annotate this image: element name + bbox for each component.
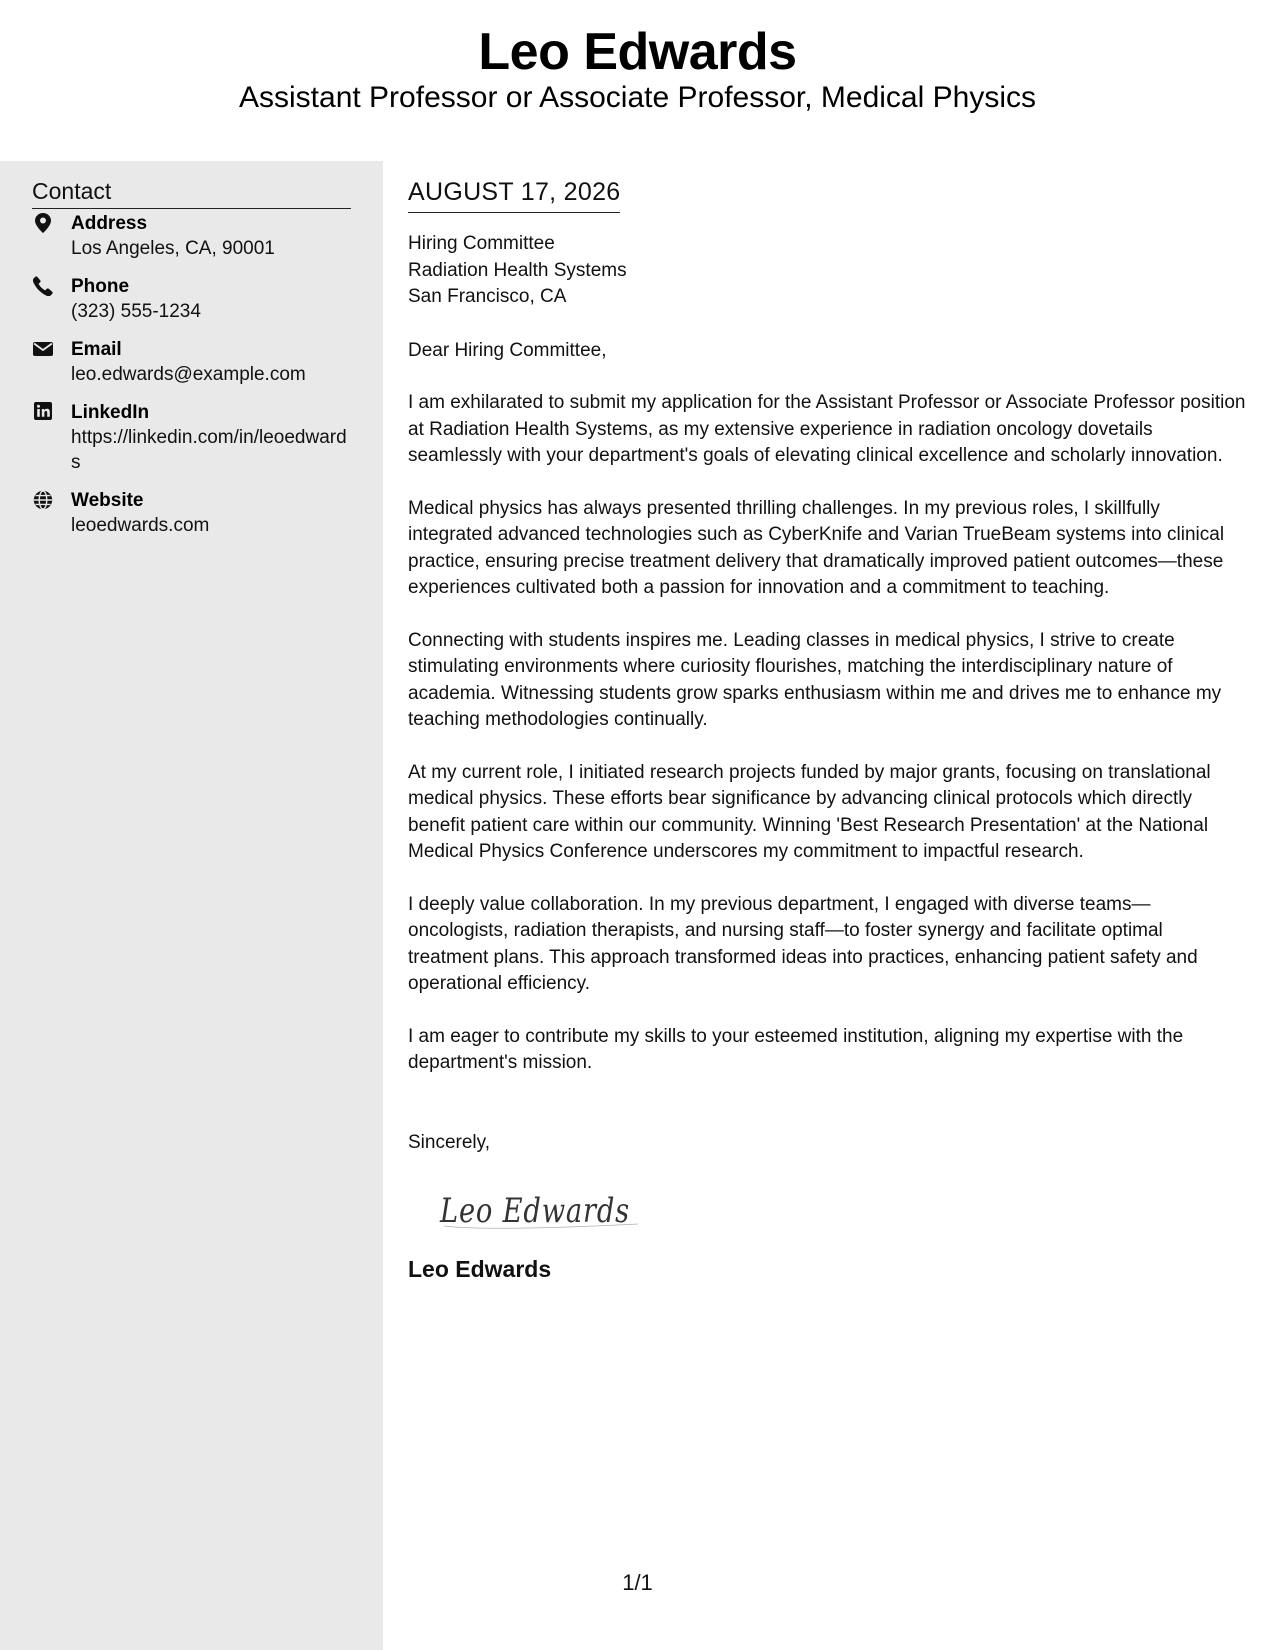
body-paragraph: I deeply value collaboration. In my previous department, I engaged with diverse teams—oncologists, radiation therapists, and nursing staff—to foster synergy and facilitate optimal treatment plans. This approach transformed ideas into practices, enhancing patient safety and operational efficiency. (408, 893, 1198, 994)
signed-name: Leo Edwards (408, 1256, 552, 1282)
contact-linkedin-value[interactable]: https://linkedin.com/in/leoedwards (71, 427, 347, 473)
contact-linkedin-label: LinkedIn (71, 402, 150, 423)
contact-address-value: Los Angeles, CA, 90001 (71, 238, 275, 259)
phone-icon (32, 276, 54, 298)
recipient-line: San Francisco, CA (408, 286, 567, 307)
contact-website-value[interactable]: leoedwards.com (71, 515, 210, 536)
contact-website-label: Website (71, 490, 144, 511)
body-paragraph: At my current role, I initiated research projects funded by major grants, focusing on translational medical physics. These efforts bear significance by advancing clinical protocols which directly benefit patient care within our community. Winning 'Best Research Presentation' at the National Medical Physics Conference underscores my commitment to impactful research. (408, 761, 1211, 862)
map-pin-icon (32, 213, 54, 235)
letter-header (0, 0, 1275, 160)
linkedin-icon (32, 402, 54, 424)
globe-icon (32, 490, 54, 512)
body-paragraph: I am exhilarated to submit my application for the Assistant Professor or Associate Professor position at Radiation Health Systems, as my extensive experience in radiation oncology dovetails seamlessly with your department's goals of elevating clinical excellence and scholarly innovation. (408, 392, 1246, 466)
svg-text:Leo Edwards: Leo Edwards (439, 1191, 630, 1231)
recipient-line: Hiring Committee (408, 233, 555, 254)
salutation: Dear Hiring Committee, (408, 339, 607, 361)
body-paragraph: I am eager to contribute my skills to your esteemed institution, aligning my expertise with the department's mission. (408, 1025, 1184, 1073)
page-number: 1/1 (622, 1570, 653, 1595)
handwritten-signature (438, 1184, 658, 1234)
body-paragraph: Connecting with students inspires me. Leading classes in medical physics, I strive to create stimulating environments where curiosity flourishes, matching the interdisciplinary nature of academia. Witnessing students grow sparks enthusiasm within me and drives me to enhance my teaching methodologies continually. (408, 629, 1222, 730)
body-paragraph: Medical physics has always presented thrilling challenges. In my previous roles, I skillfully integrated advanced technologies such as CyberKnife and Varian TrueBeam systems into clinical practice, ensuring precise treatment delivery that dramatically improved patient outcomes—these experiences cultivated both a passion for innovation and a commitment to teaching. (408, 497, 1225, 598)
letter-date: AUGUST 17, 2026 (408, 176, 620, 213)
envelope-icon (32, 339, 54, 361)
recipient-block (408, 231, 1248, 311)
contact-section-title: Contact (32, 176, 351, 209)
closing: Sincerely, (408, 1131, 491, 1153)
contact-phone-label: Phone (71, 276, 130, 297)
contact-phone-value: (323) 555-1234 (71, 301, 201, 322)
contact-address-label: Address (71, 213, 148, 234)
applicant-name: Leo Edwards (478, 23, 797, 81)
letter-body (408, 176, 1248, 1284)
recipient-line: Radiation Health Systems (408, 259, 627, 281)
position-title: Assistant Professor or Associate Professor, Medical Physics (239, 81, 1036, 114)
contact-email-value: leo.edwards@example.com (71, 364, 306, 385)
contact-email-label: Email (71, 339, 122, 360)
